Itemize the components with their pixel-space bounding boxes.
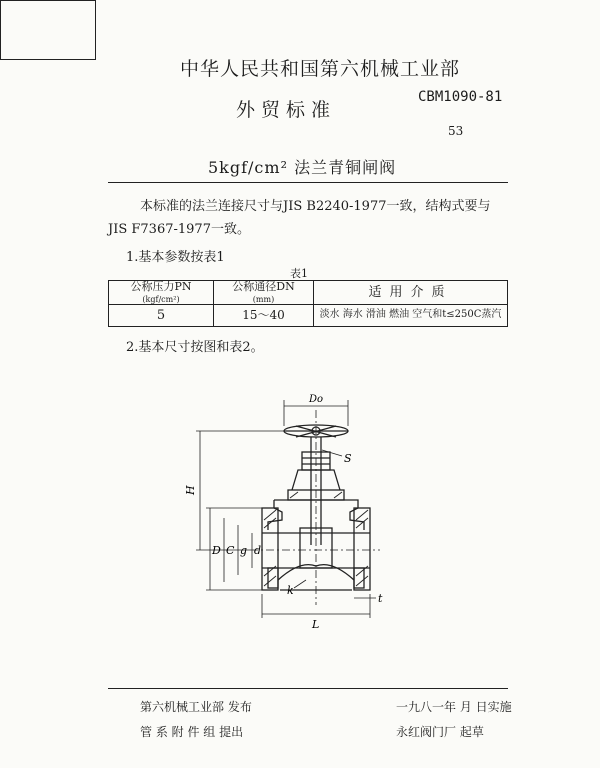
cell-diameter: 15～40 (214, 305, 314, 327)
header-pressure-unit: (kgf/cm²) (142, 294, 180, 304)
header-pressure-label: 公称压力PN (130, 280, 192, 293)
section-1-heading: 1.基本参数按表1 (126, 250, 225, 265)
header-diameter-unit: (mm) (252, 294, 275, 304)
label-t: t (378, 592, 383, 605)
cell-pressure: 5 (109, 305, 214, 327)
standard-type: 外贸标准 (236, 99, 337, 121)
label-k: k (287, 584, 294, 597)
bottom-rule (108, 688, 508, 689)
scope-paragraph-line1: 本标准的法兰连接尺寸与JIS B2240-1977一致，结构式要与 (140, 199, 491, 214)
label-s: S (344, 452, 352, 465)
section-2-heading: 2.基本尺寸按图和表2。 (126, 340, 264, 355)
label-h: H (184, 485, 197, 495)
cell-medium: 淡水 海水 滑油 燃油 空气和t≤250C蒸汽 (314, 305, 508, 327)
document-title: 5kgf/cm² 法兰青铜闸阀 (208, 158, 397, 177)
label-c: C (226, 544, 235, 557)
standard-code: CBM1090-81 (418, 89, 503, 105)
label-d-big: D (212, 544, 221, 557)
scope-paragraph-line2: JIS F7367-1977一致。 (108, 222, 250, 237)
footer-issuer: 第六机械工业部 发布 (140, 700, 252, 714)
label-l: L (312, 618, 320, 631)
footer-drafter: 永红阀门厂 起草 (396, 725, 484, 739)
footer-effective-date: 一九八一年 月 日实施 (396, 700, 512, 714)
header-medium: 适用介质 (314, 281, 508, 305)
header-diameter-label: 公称通径DN (232, 280, 295, 293)
table-caption: 表1 (290, 267, 308, 280)
issuing-org: 中华人民共和国第六机械工业部 (180, 58, 461, 80)
page-number: 53 (448, 124, 464, 138)
footer-proposer: 管 系 附 件 组 提出 (140, 725, 244, 739)
label-do: Do (309, 394, 324, 405)
label-d-small: d (254, 544, 262, 557)
label-g: g (240, 544, 248, 557)
